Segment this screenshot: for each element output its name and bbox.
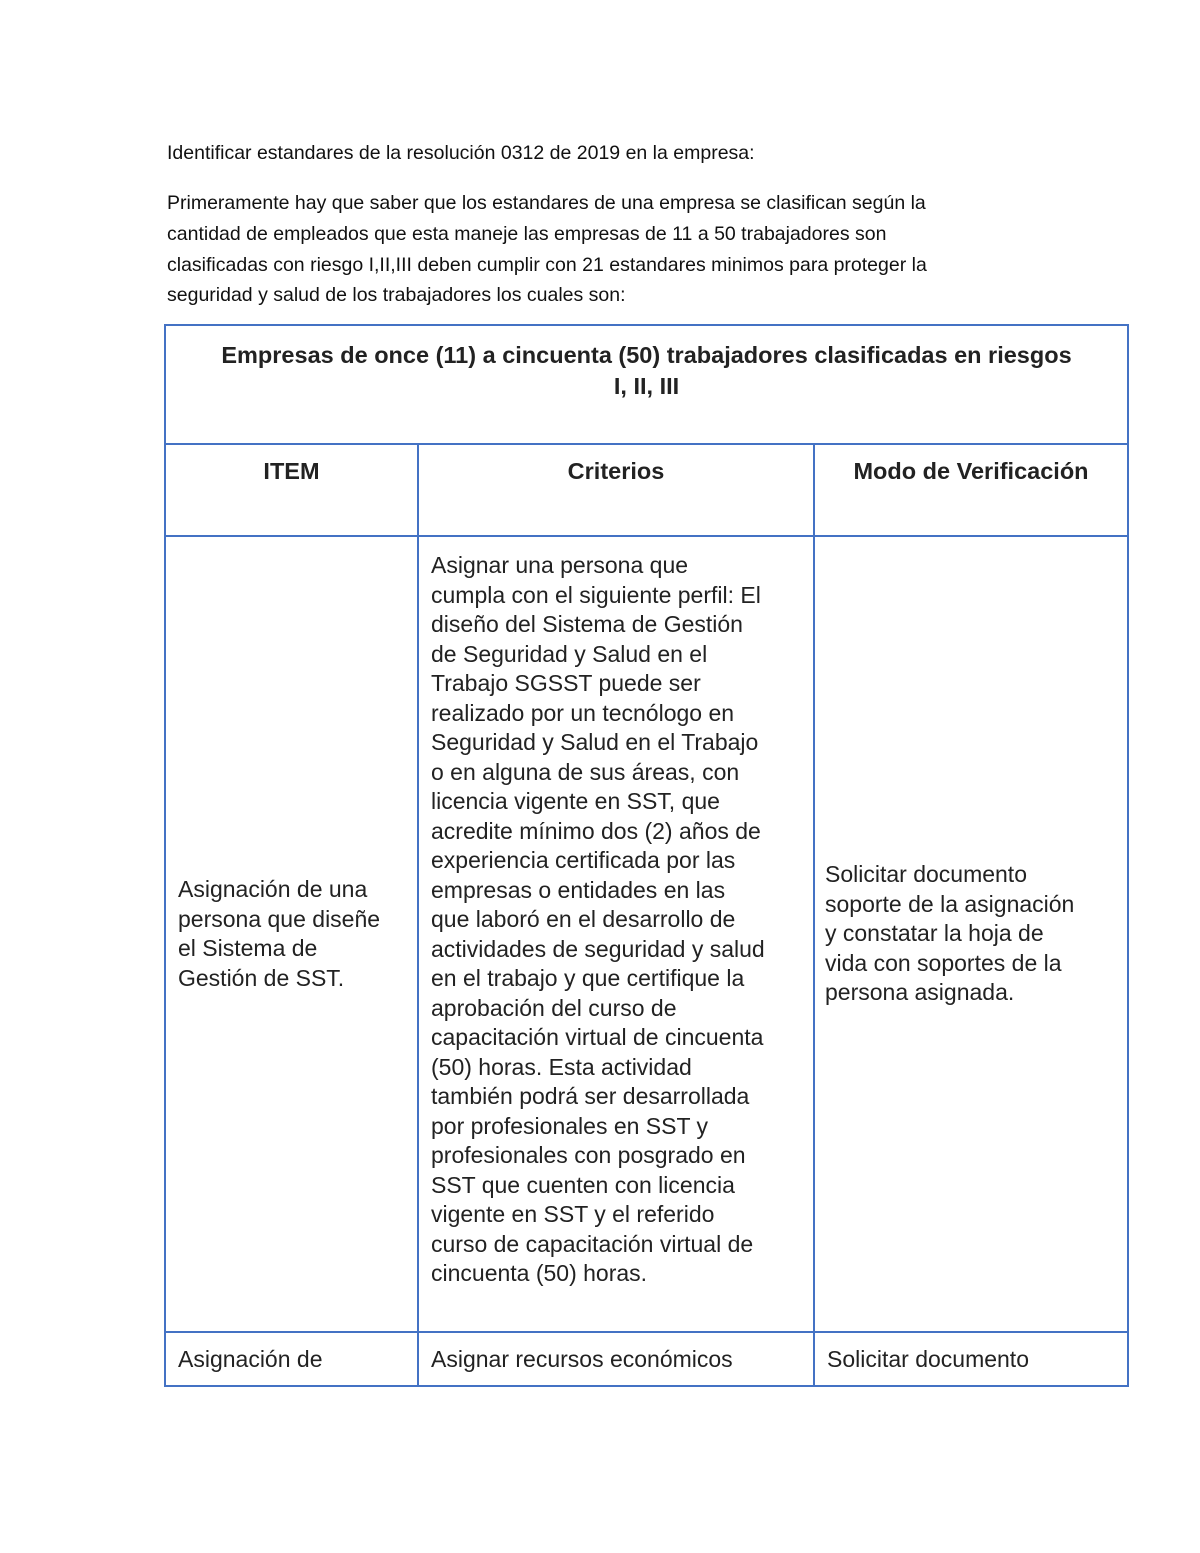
cell-line: SST que cuenten con licencia — [431, 1171, 735, 1198]
paragraph-line: seguridad y salud de los trabajadores los cuales son: — [167, 284, 626, 307]
cell-line: Solicitar documento — [825, 861, 1027, 888]
cell-line: actividades de seguridad y salud — [431, 935, 765, 962]
cell-line: cumpla con el siguiente perfil: El — [431, 581, 761, 608]
cell-line: cincuenta (50) horas. — [431, 1260, 648, 1286]
table-header-row — [165, 444, 1128, 536]
cell-line: diseño del Sistema de Gestión — [431, 611, 743, 637]
cell-line: (50) horas. Esta actividad — [431, 1053, 692, 1080]
cell-line: también podrá ser desarrollada — [431, 1083, 750, 1109]
cell-line: persona asignada. — [825, 979, 1015, 1006]
table-row — [165, 536, 1128, 1332]
header-item: ITEM — [165, 444, 418, 536]
cell-line: por profesionales en SST y — [431, 1112, 709, 1139]
cell-line: en el trabajo y que certifique la — [431, 965, 745, 991]
table-title-row — [165, 325, 1128, 444]
header-modo-verificacion: Modo de Verificación — [814, 444, 1128, 536]
cell-line: capacitación virtual de cincuenta — [431, 1024, 764, 1050]
cell-line: licencia vigente en SST, que — [431, 788, 720, 814]
table-title — [165, 325, 1128, 444]
cell-line: que laboró en el desarrollo de — [431, 906, 736, 932]
paragraph-line: clasificadas con riesgo I,II,III deben cumplir con 21 estandares minimos para proteger la — [167, 253, 927, 276]
cell-line: persona que diseñe — [178, 905, 381, 932]
cell-line: experiencia certificada por las — [431, 847, 736, 873]
intro-paragraph — [167, 188, 1027, 311]
criterios-cell — [418, 536, 814, 1332]
cell-line: soporte de la asignación — [825, 890, 1075, 917]
standards-table — [164, 324, 1129, 1387]
paragraph-line: Primeramente hay que saber que los estandares de una empresa se clasifican según la — [167, 192, 926, 214]
cell-line: realizado por un tecnólogo en — [431, 699, 735, 726]
cell-line: profesionales con posgrado en — [431, 1142, 746, 1168]
table-title-line: Empresas de once (11) a cincuenta (50) trabajadores clasificadas en riesgos — [221, 342, 1072, 368]
cell-line: o en alguna de sus áreas, con — [431, 758, 740, 785]
modo-verificacion-cell — [814, 536, 1128, 1332]
cell-line: Seguridad y Salud en el Trabajo — [431, 729, 759, 755]
cell-line: vida con soportes de la — [825, 949, 1062, 976]
cell-line: Trabajo SGSST puede ser — [431, 670, 701, 696]
cell-line: Asignación de una — [178, 876, 368, 902]
item-cell — [165, 536, 418, 1332]
cell-line: de Seguridad y Salud en el — [431, 640, 708, 667]
document-heading: Identificar estandares de la resolución 0312 de 2019 en la empresa: — [167, 142, 755, 164]
cell-line: vigente en SST y el referido — [431, 1201, 715, 1227]
cell-line: curso de capacitación virtual de — [431, 1230, 754, 1257]
cell-line: acredite mínimo dos (2) años de — [431, 817, 761, 844]
cell-line: Asignar una persona que — [431, 552, 689, 578]
table-title-line: I, II, III — [613, 373, 680, 399]
header-criterios: Criterios — [418, 444, 814, 536]
cell-line: y constatar la hoja de — [825, 920, 1044, 947]
cell-line: aprobación del curso de — [431, 994, 677, 1021]
cell-line: empresas o entidades en las — [431, 876, 726, 903]
paragraph-line: cantidad de empleados que esta maneje las empresas de 11 a 50 trabajadores son — [167, 222, 887, 245]
cell-line: el Sistema de — [178, 935, 318, 961]
item-cell: Asignación de — [165, 1332, 418, 1386]
criterios-cell: Asignar recursos económicos — [418, 1332, 814, 1386]
modo-verificacion-cell: Solicitar documento — [814, 1332, 1128, 1386]
cell-line: Gestión de SST. — [178, 964, 345, 991]
table-row — [165, 1332, 1128, 1386]
